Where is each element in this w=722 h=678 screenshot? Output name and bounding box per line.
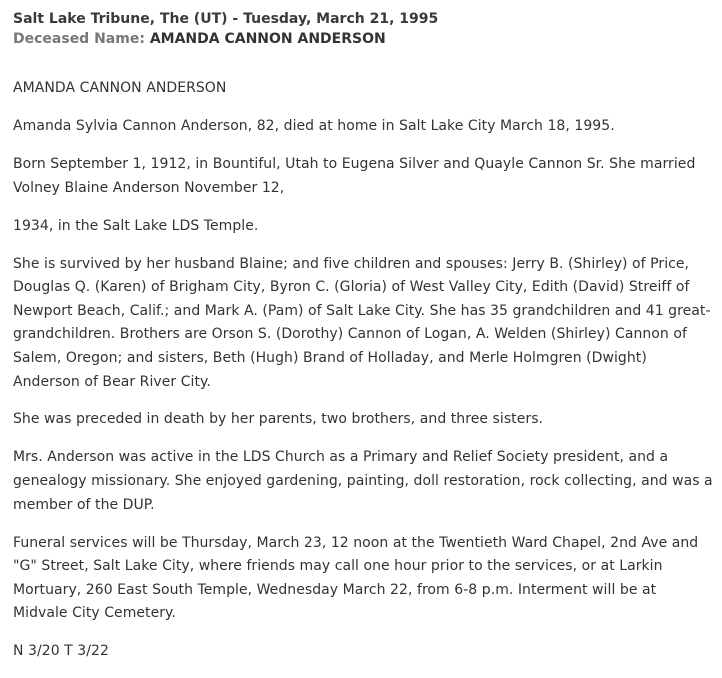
deceased-line [13,29,438,49]
paragraph-survivors: She is survived by her husband Blaine; and five children and spouses: Jerry B. (Shirley) of Price, Douglas Q. (Karen) of Brigham City, Byron C. (Gloria) of West Valley City, Edith (David) Streiff of Newport Beach, Calif.; and Mark A. (Pam) of Salt Lake City. She has 35 grandchildren and 41 great-grandchildren. Brothers are Orson S. (Dorothy) Cannon of Logan, A. Welden (Shirley) Cannon of Salem, Oregon; and sisters, Beth (Hugh) Brand of Holladay, and Merle Holmgren (Dwight) Anderson of Bear River City. [13,255,711,390]
publication-name: Salt Lake Tribune, The (UT) [13,11,228,27]
obituary-header [13,9,438,49]
paragraph-preceded: She was preceded in death by her parents, two brothers, and three sisters. [13,411,544,428]
paragraph-funeral: Funeral services will be Thursday, March 23, 12 noon at the Twentieth Ward Chapel, 2nd Ave and "G" Street, Salt Lake City, where friends may call one hour prior to the services, or at Larkin Mortuary, 260 East South Temple, Wednesday March 22, from 6-8 p.m. Interment will be at Midvale City Cemetery. [13,534,699,622]
paragraph-death-notice: Amanda Sylvia Cannon Anderson, 82, died at home in Salt Lake City March 18, 1995. [13,117,615,134]
deceased-label: Deceased Name: [13,31,150,47]
obituary-body [13,77,713,678]
obituary-title: AMANDA CANNON ANDERSON [13,80,227,96]
paragraph-activities: Mrs. Anderson was active in the LDS Church as a Primary and Relief Society president, and a genealogy missionary. She enjoyed gardening, painting, doll restoration, rock collecting, and was a member of the DUP. [13,449,713,513]
paragraph-marriage-place: 1934, in the Salt Lake LDS Temple. [13,217,259,234]
deceased-name: AMANDA CANNON ANDERSON [149,31,386,47]
publication-line [13,9,438,29]
paragraph-birth: Born September 1, 1912, in Bountiful, Utah to Eugena Silver and Quayle Cannon Sr. She married Volney Blaine Anderson November 12, [13,155,696,196]
header-separator: - [227,11,244,27]
publication-date: Tuesday, March 21, 1995 [243,11,439,27]
paragraph-run-dates: N 3/20 T 3/22 [13,643,109,660]
